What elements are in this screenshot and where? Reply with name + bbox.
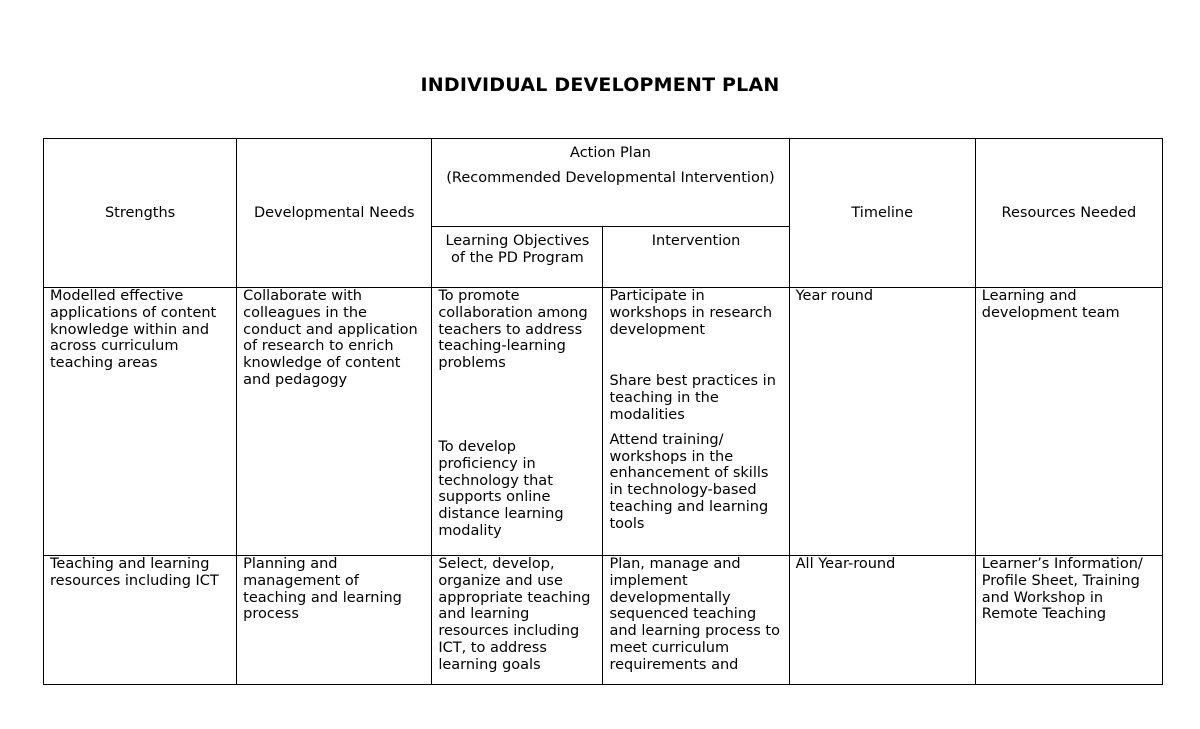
developmental-need-cell: Planning and management of teaching and learning process <box>237 556 432 685</box>
developmental-need-cell: Collaborate with colleagues in the conduct and application of research to enrich knowledge of content and pedagogy <box>237 288 432 556</box>
header-developmental-needs: Developmental Needs <box>237 139 432 288</box>
header-timeline: Timeline <box>789 139 975 288</box>
header-strengths: Strengths <box>44 139 237 288</box>
intervention-cell <box>603 288 789 556</box>
learning-objectives-cell <box>432 288 603 556</box>
development-plan-table <box>43 138 1163 685</box>
learning-objectives-cell <box>432 556 603 685</box>
objective-item: To promote collaboration among teachers to address teaching-learning problems <box>438 288 588 372</box>
header-learning-objectives: Learning Objectives of the PD Program <box>432 227 603 288</box>
strength-cell: Modelled effective applications of content knowledge within and across curriculum teaching areas <box>44 288 237 556</box>
intervention-cell <box>603 556 789 685</box>
resources-cell: Learning and development team <box>975 288 1162 556</box>
header-resources-needed: Resources Needed <box>975 139 1162 288</box>
timeline-cell: Year round <box>789 288 975 556</box>
table-row <box>44 288 1163 556</box>
objective-item: Select, develop, organize and use appropriate teaching and learning resources including ICT, to address learning goals <box>438 556 591 673</box>
action-plan-subtitle: (Recommended Developmental Intervention) <box>446 169 775 186</box>
strength-cell: Teaching and learning resources including ICT <box>44 556 237 685</box>
action-plan-label: Action Plan <box>570 145 651 161</box>
page-title: INDIVIDUAL DEVELOPMENT PLAN <box>420 74 780 96</box>
resources-cell: Learner’s Information/ Profile Sheet, Training and Workshop in Remote Teaching <box>975 556 1162 685</box>
header-action-plan <box>432 139 789 227</box>
intervention-item: Share best practices in teaching in the modalities <box>609 373 776 423</box>
intervention-item: Attend training/ workshops in the enhancement of skills in technology-based teaching and learning tools <box>609 431 769 532</box>
objective-item: To develop proficiency in technology that supports online distance learning modality <box>438 438 564 539</box>
intervention-item: Plan, manage and implement developmentally sequenced teaching and learning process to meet curriculum requirements and <box>609 556 780 673</box>
header-intervention: Intervention <box>603 227 789 288</box>
header-row <box>44 139 1163 227</box>
table-row <box>44 556 1163 685</box>
intervention-item: Participate in workshops in research development <box>609 288 773 338</box>
timeline-cell: All Year-round <box>789 556 975 685</box>
